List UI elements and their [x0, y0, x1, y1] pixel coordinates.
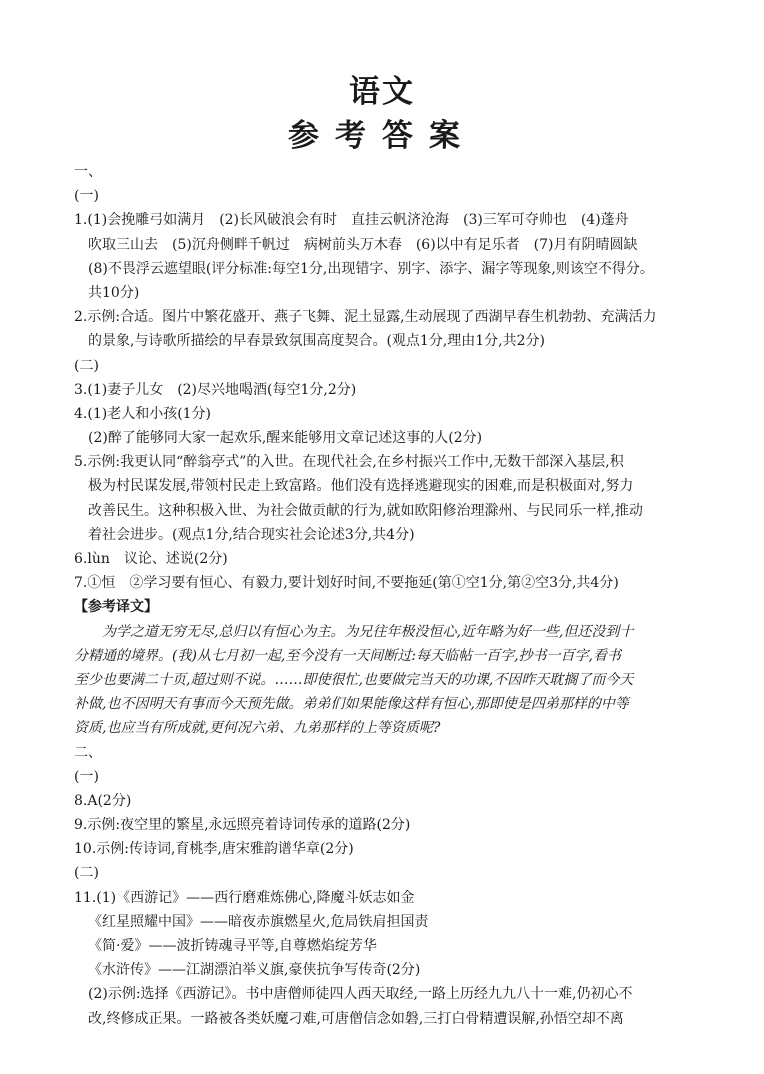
answer-line: 【参考译文】 [74, 599, 158, 616]
answer-line: 吹取三山去 (5)沉舟侧畔千帆过 病树前头万木春 (6)以中有足乐者 (7)月有阴晴圆缺 [88, 236, 638, 253]
answer-line: (二) [74, 865, 99, 882]
answer-line: (8)不畏浮云遮望眼(评分标准:每空1分,出现错字、别字、添字、漏字等现象,则该空不得分。 [88, 260, 654, 277]
answer-line: 10.示例:传诗词,育桃李,唐宋雅韵谱华章(2分) [74, 841, 354, 858]
answer-line: 极为村民谋发展,带领村民走上致富路。他们没有选择逃避现实的困难,而是积极面对,努力 [88, 478, 634, 495]
answer-line: 4.(1)老人和小孩(1分) [74, 405, 212, 422]
answer-body [74, 160, 699, 1031]
page-title: 语文 [349, 74, 415, 110]
answer-line: 为学之道无穷无尽,总归以有恒心为主。为兄往年极没恒心,近年略为好一些,但还没到十 [102, 623, 634, 640]
answer-line: 9.示例:夜空里的繁星,永远照亮着诗词传承的道路(2分) [74, 817, 411, 834]
answer-line: 改善民生。这种积极入世、为社会做贡献的行为,就如欧阳修治理滁州、与民同乐一样,推动 [88, 502, 643, 519]
answer-line: 7.①恒 ②学习要有恒心、有毅力,要计划好时间,不要拖延(第①空1分,第②空3分,共4分) [74, 575, 619, 592]
answer-line: 《红星照耀中国》——暗夜赤旗燃星火,危局铁肩担国责 [88, 913, 429, 930]
answer-line: 11.(1)《西游记》——西行磨难炼佛心,降魔斗妖志如金 [74, 889, 415, 906]
answer-line: 5.示例:我更认同“醉翁亭式”的入世。在现代社会,在乡村振兴工作中,无数干部深入基层,积 [74, 454, 624, 471]
answer-line: 1.(1)会挽雕弓如满月 (2)长风破浪会有时 直挂云帆济沧海 (3)三军可夺帅也 (4)蓬舟 [74, 212, 629, 229]
answer-line: (一) [74, 768, 99, 785]
answer-line: 至少也要满二十页,超过则不说。……即使很忙,也要做完当天的功课,不因昨天耽搁了而今天 [74, 671, 634, 688]
answer-line: 二、 [74, 744, 102, 761]
answer-line: (2)醉了能够同大家一起欢乐,醒来能够用文章记述这事的人(2分) [88, 430, 483, 447]
answer-line: 2.示例:合适。图片中繁花盛开、燕子飞舞、泥土显露,生动展现了西湖早春生机勃勃、充满活力 [74, 309, 657, 326]
page-subtitle: 参考答案 [288, 118, 476, 154]
answer-line: 共10分) [88, 284, 140, 301]
answer-line: 的景象,与诗歌所描绘的早春景致氛围高度契合。(观点1分,理由1分,共2分) [88, 333, 545, 350]
answer-line: 8.A(2分) [74, 792, 132, 809]
answer-line: (二) [74, 357, 99, 374]
answer-line: 改,终修成正果。一路被各类妖魔刁难,可唐僧信念如磐,三打白骨精遭误解,孙悟空却不离 [88, 1010, 624, 1027]
answer-line: 《简·爱》——波折铸魂寻平等,自尊燃焰绽芳华 [88, 938, 377, 954]
answer-line: 一、 [74, 164, 102, 180]
answer-line: 3.(1)妻子儿女 (2)尽兴地喝酒(每空1分,2分) [74, 381, 357, 398]
answer-line: 资质,也应当有所成就,更何况六弟、九弟那样的上等资质呢? [74, 720, 441, 737]
answer-line: 6.lùn 议论、述说(2分) [74, 551, 228, 567]
answer-line: 《水浒传》——江湖漂泊举义旗,豪侠抗争写传奇(2分) [88, 962, 421, 979]
answer-line: 分精通的境界。(我)从七月初一起,至今没有一天间断过:每天临帖一百字,抄书一百字,看书 [74, 647, 621, 664]
answer-line: (一) [74, 188, 99, 205]
answer-line: 着社会进步。(观点1分,结合现实社会论述3分,共4分) [88, 526, 415, 543]
answer-line: 补做,也不因明天有事而今天预先做。弟弟们如果能像这样有恒心,那即使是四弟那样的中等 [74, 696, 629, 713]
answer-line: (2)示例:选择《西游记》。书中唐僧师徒四人西天取经,一路上历经九九八十一难,仍初心不 [88, 986, 633, 1003]
